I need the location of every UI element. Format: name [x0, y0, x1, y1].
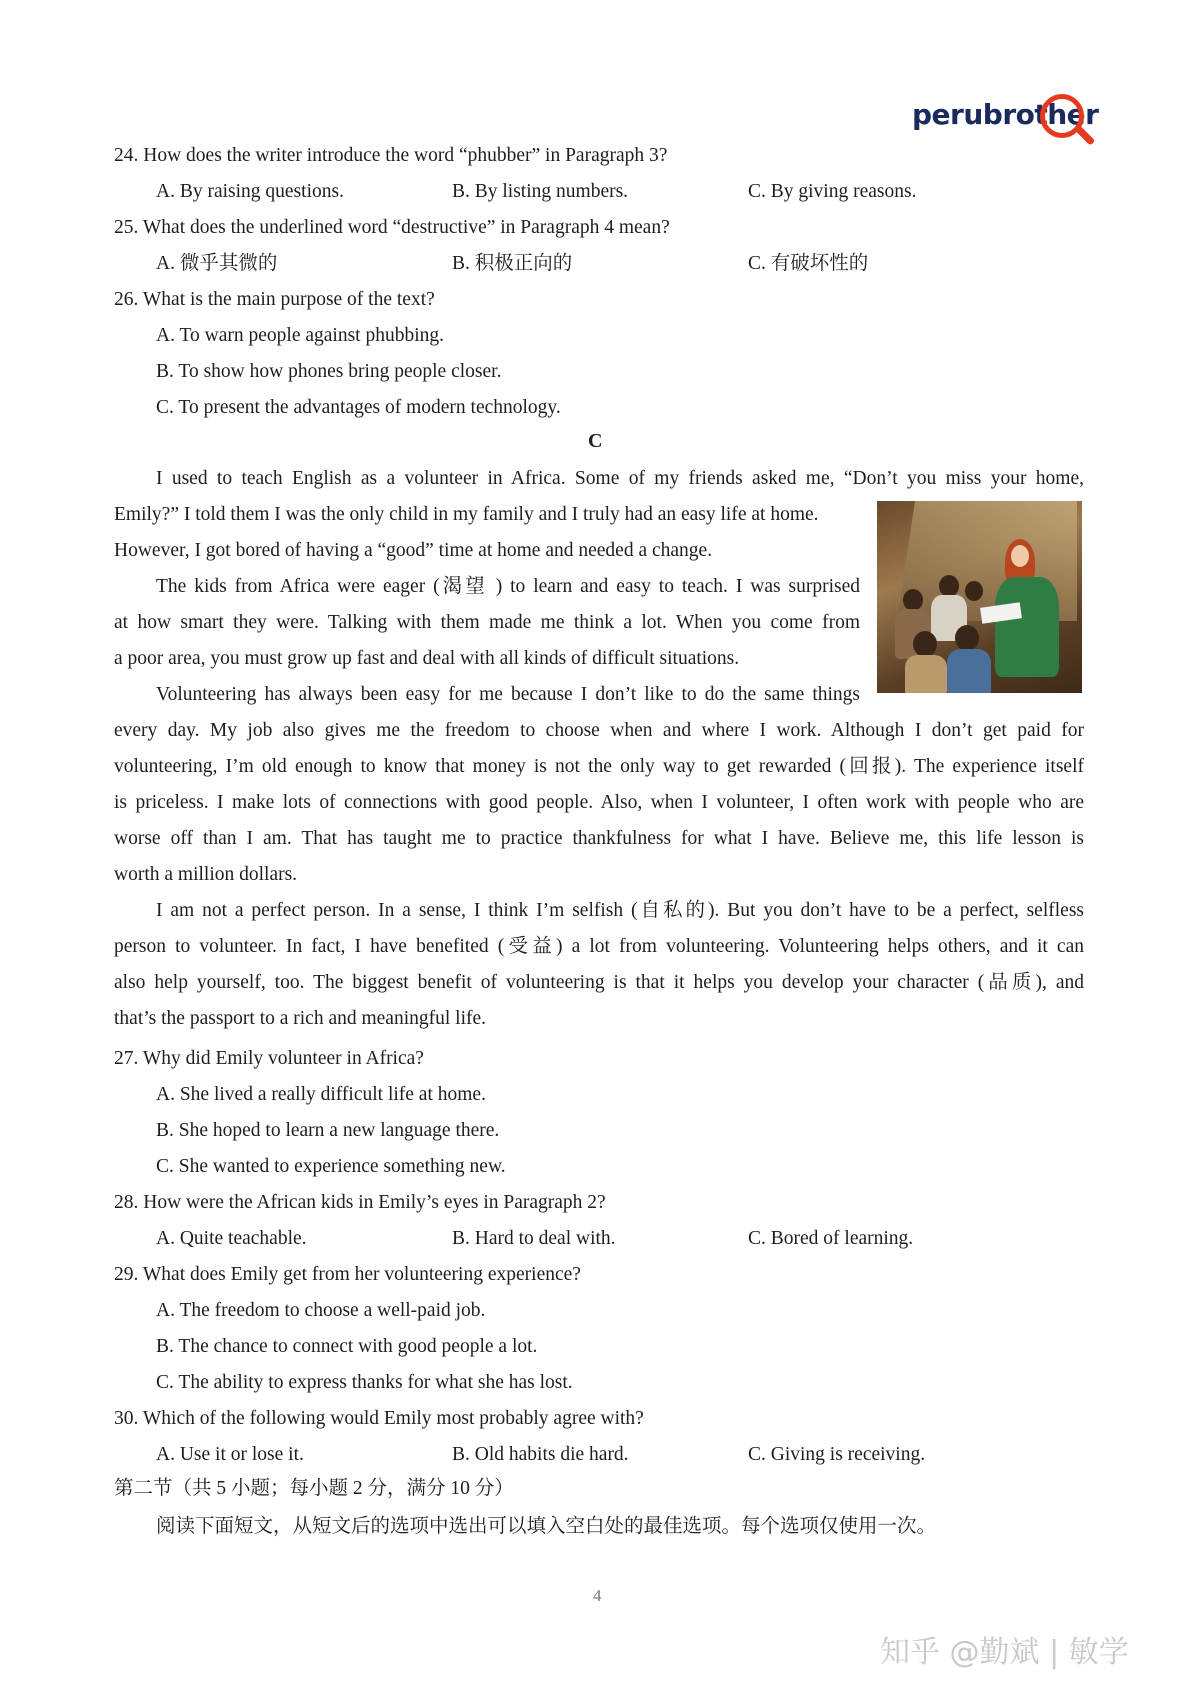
passage-line: I am not a perfect person. In a sense, I think I’m selfish (自私的). But you don’t have to be a perfect, selfless	[156, 900, 1084, 921]
passage-line: worth a million dollars.	[114, 864, 298, 885]
question-28-option-b: B. Hard to deal with.	[452, 1228, 616, 1249]
passage-line: at how smart they were. Talking with them made me think a lot. When you come from	[114, 612, 860, 633]
question-29-option-b: B. The chance to connect with good people a lot.	[156, 1336, 538, 1357]
child-head	[913, 631, 937, 657]
passage-line: I used to teach English as a volunteer in Africa. Some of my friends asked me, “Don’t you miss your home,	[156, 468, 1084, 489]
logo-text: perubrother	[912, 98, 1099, 131]
question-27-option-c: C. She wanted to experience something new.	[156, 1156, 506, 1177]
passage-line: However, I got bored of having a “good” time at home and needed a change.	[114, 540, 713, 561]
passage-line: person to volunteer. In fact, I have benefited (受益) a lot from volunteering. Volunteering helps others, and it can	[114, 936, 1084, 957]
page-number: 4	[593, 1586, 602, 1605]
question-28-option-a: A. Quite teachable.	[156, 1228, 307, 1249]
question-24-option-a: A. By raising questions.	[156, 181, 344, 202]
question-29-option-c: C. The ability to express thanks for what she has lost.	[156, 1372, 573, 1393]
question-27-option-a: A. She lived a really difficult life at home.	[156, 1084, 486, 1105]
question-26-option-c: C. To present the advantages of modern technology.	[156, 397, 561, 418]
question-30-option-c: C. Giving is receiving.	[748, 1444, 926, 1465]
teacher-dress	[995, 577, 1059, 677]
question-25-stem: 25. What does the underlined word “destructive” in Paragraph 4 mean?	[114, 217, 670, 238]
child-shirt	[947, 649, 991, 693]
passage-line: a poor area, you must grow up fast and deal with all kinds of difficult situations.	[114, 648, 740, 669]
passage-line: worse off than I am. That has taught me to practice thankfulness for what I have. Believe me, this life lesson is	[114, 828, 1084, 849]
question-30-option-a: A. Use it or lose it.	[156, 1444, 304, 1465]
teacher-face	[1011, 545, 1029, 567]
question-26-option-a: A. To warn people against phubbing.	[156, 325, 445, 346]
section-2-instruction: 阅读下面短文，从短文后的选项中选出可以填入空白处的最佳选项。每个选项仅使用一次。	[156, 1516, 937, 1537]
passage-line: The kids from Africa were eager (渴望 ) to learn and easy to teach. I was surprised	[156, 576, 860, 597]
question-24-option-c: C. By giving reasons.	[748, 181, 917, 202]
question-25-option-a: A. 微乎其微的	[156, 253, 278, 274]
child-head	[965, 581, 983, 601]
child-head	[903, 589, 923, 611]
question-30-option-b: B. Old habits die hard.	[452, 1444, 629, 1465]
question-26-option-b: B. To show how phones bring people closer.	[156, 361, 502, 382]
question-25-option-c: C. 有破坏性的	[748, 253, 869, 274]
question-29-option-a: A. The freedom to choose a well-paid job.	[156, 1300, 486, 1321]
question-26-stem: 26. What is the main purpose of the text?	[114, 289, 435, 310]
volunteer-teaching-photo	[877, 501, 1082, 693]
passage-line: Emily?” I told them I was the only child in my family and I truly had an easy life at home.	[114, 504, 819, 525]
question-27-stem: 27. Why did Emily volunteer in Africa?	[114, 1048, 424, 1069]
passage-line: volunteering, I’m old enough to know that money is not the only way to get rewarded (回报). The experience itself	[114, 756, 1084, 777]
perubrother-logo	[912, 92, 1102, 152]
passage-line: that’s the passport to a rich and meaningful life.	[114, 1008, 487, 1029]
zhihu-watermark: 知乎 @勤斌 | 敏学	[880, 1635, 1129, 1670]
question-25-option-b: B. 积极正向的	[452, 253, 573, 274]
passage-line: every day. My job also gives me the freedom to choose when and where I work. Although I don’t get paid for	[114, 720, 1084, 741]
question-28-option-c: C. Bored of learning.	[748, 1228, 914, 1249]
section-2-title: 第二节（共 5 小题；每小题 2 分，满分 10 分）	[114, 1478, 514, 1499]
question-27-option-b: B. She hoped to learn a new language there.	[156, 1120, 500, 1141]
child-shirt	[905, 655, 947, 693]
question-24-option-b: B. By listing numbers.	[452, 181, 629, 202]
question-28-stem: 28. How were the African kids in Emily’s eyes in Paragraph 2?	[114, 1192, 606, 1213]
child-head	[955, 625, 979, 651]
question-29-stem: 29. What does Emily get from her volunteering experience?	[114, 1264, 581, 1285]
question-30-stem: 30. Which of the following would Emily most probably agree with?	[114, 1408, 644, 1429]
passage-line: also help yourself, too. The biggest benefit of volunteering is that it helps you develop your character (品质), and	[114, 972, 1084, 993]
child-head	[939, 575, 959, 597]
passage-line: is priceless. I make lots of connections with good people. Also, when I volunteer, I often work with people who are	[114, 792, 1084, 813]
section-c-heading: C	[588, 430, 603, 452]
passage-line: Volunteering has always been easy for me because I don’t like to do the same things	[156, 684, 860, 705]
question-24-stem: 24. How does the writer introduce the word “phubber” in Paragraph 3?	[114, 145, 668, 166]
